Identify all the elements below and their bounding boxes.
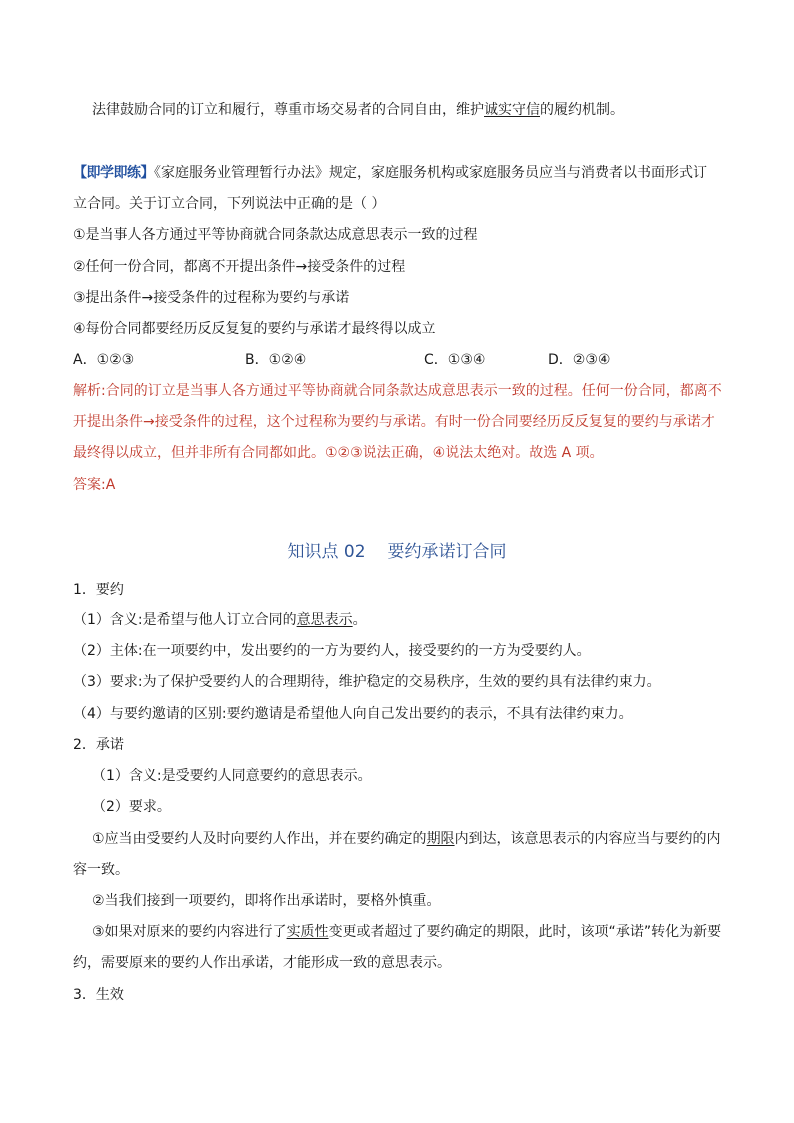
requirement-1-underlined: 期限: [426, 831, 455, 847]
option-b: B．①②④: [245, 352, 307, 368]
option-a: A．①②③: [73, 352, 135, 368]
offer-item-1-text: （1）含义:是希望与他人订立合同的: [73, 612, 297, 628]
statement-4: ④每份合同都要经历反反复复的要约与承诺才最终得以成立: [73, 321, 436, 337]
section-title-prefix: 知识点 02: [287, 542, 366, 562]
requirement-2: ②当我们接到一项要约，即将作出承诺时，要格外慎重。: [92, 893, 441, 909]
intro-text-end: 的履约机制。: [540, 102, 624, 118]
effect-heading: 3．生效: [73, 987, 124, 1003]
answer-line: 答案:A: [73, 477, 116, 493]
requirement-3-underlined: 实质性: [286, 924, 329, 940]
requirement-1-line-2: 容一致。: [73, 862, 129, 878]
requirement-1-text: ①应当由受要约人及时向要约人作出，并在要约确定的: [92, 831, 427, 847]
analysis-line-1: 解析:合同的订立是当事人各方通过平等协商就合同条款达成意思表示一致的过程。任何一份合同，都离不: [73, 383, 722, 399]
requirement-3-line-1: [92, 922, 721, 942]
statement-1: ①是当事人各方通过平等协商就合同条款达成意思表示一致的过程: [73, 227, 478, 243]
acceptance-heading: 2．承诺: [73, 737, 124, 753]
statement-2: ②任何一份合同，都离不开提出条件→接受条件的过程: [73, 259, 406, 275]
acceptance-item-1: （1）含义:是受要约人同意要约的意思表示。: [92, 768, 372, 784]
analysis-line-2: 开提出条件→接受条件的过程，这个过程称为要约与承诺。有时一份合同要经历反反复复的要约与承诺才: [73, 414, 715, 430]
requirement-1-line-1: [92, 829, 721, 849]
analysis-line-3: 最终得以成立，但并非所有合同都如此。①②③说法正确，④说法太绝对。故选 A 项。: [73, 445, 604, 461]
acceptance-item-2: （2）要求。: [92, 799, 171, 815]
intro-text: 法律鼓励合同的订立和履行，尊重市场交易者的合同自由，维护: [92, 102, 484, 118]
offer-item-1: [73, 610, 367, 630]
intro-underlined-term: 诚实守信: [484, 102, 540, 118]
offer-item-1-end: 。: [352, 612, 367, 628]
requirement-3-text-end: 变更或者超过了要约确定的期限，此时，该项“承诺”转化为新要: [328, 924, 722, 940]
offer-item-3: （3）要求:为了保护受要约人的合理期待，维护稳定的交易秩序，生效的要约具有法律约束力。: [73, 674, 661, 690]
offer-item-4: （4）与要约邀请的区别:要约邀请是希望他人向自己发出要约的表示，不具有法律约束力。: [73, 706, 633, 722]
intro-paragraph: [92, 100, 624, 120]
practice-question-line-2: 立合同。关于订立合同，下列说法中正确的是（ ）: [73, 196, 386, 212]
section-title: [0, 541, 794, 563]
practice-tag: 【即学即练】: [73, 165, 154, 181]
option-d: D．②③④: [548, 352, 611, 368]
offer-item-1-underlined: 意思表示: [296, 612, 353, 628]
requirement-3-line-2: 约，需要原来的要约人作出承诺，才能形成一致的意思表示。: [73, 955, 451, 971]
practice-question-line-1: [73, 163, 707, 183]
offer-item-2: （2）主体:在一项要约中，发出要约的一方为要约人，接受要约的一方为受要约人。: [73, 643, 591, 659]
statement-3: ③提出条件→接受条件的过程称为要约与承诺: [73, 290, 350, 306]
question-text-1: 《家庭服务业管理暂行办法》规定，家庭服务机构或家庭服务员应当与消费者以书面形式订: [154, 165, 707, 181]
requirement-3-text: ③如果对原来的要约内容进行了: [92, 924, 287, 940]
offer-heading: 1．要约: [73, 582, 124, 598]
section-title-main: 要约承诺订合同: [387, 542, 507, 562]
option-c: C．①③④: [424, 352, 486, 368]
requirement-1-text-end: 内到达，该意思表示的内容应当与要约的内: [454, 831, 721, 847]
